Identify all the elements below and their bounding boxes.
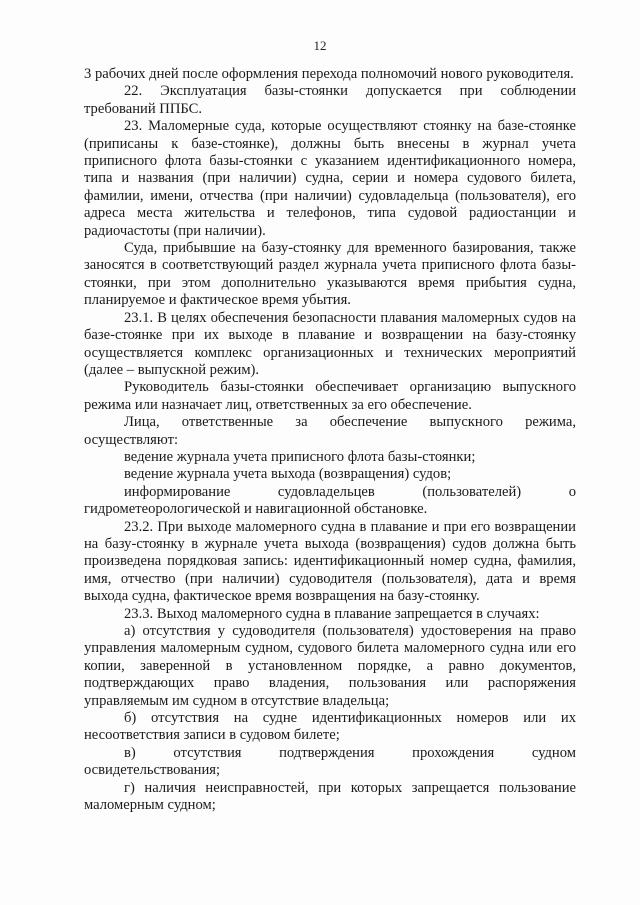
list-item-g: г) наличия неисправностей, при которых запрещается пользование маломерным судном; — [84, 779, 576, 814]
list-item-informing: информирование судовладельцев (пользователей) о гидрометеорологической и навигационной обстановке. — [84, 483, 576, 518]
paragraph-22: 22. Эксплуатация базы-стоянки допускается при соблюдении требований ППБС. — [84, 83, 576, 117]
paragraph-23-3: 23.3. Выход маломерного судна в плавание запрещается в случаях: — [124, 605, 540, 622]
paragraph-23-2: 23.2. При выходе маломерного судна в плавание и при его возвращении на базу-стоянку в журнале учета выхода (возвращения) судов должна быть произведена порядковая запись: идентификационный номер судна, фамилия, имя, отчество (при наличии) судоводителя (пользователя), дата и время выхода судна, фактическое время возвращения на базу-стоянку. — [84, 518, 576, 605]
paragraph-23: 23. Маломерные суда, которые осуществляют стоянку на базе-стоянке (приписаны к базе-стоянке), должны быть внесены в журнал учета приписного флота базы-стоянки с указанием идентификационного номера, типа и названия (при наличии) судна, серии и номера судового билета, фамилии, имени, отчества (при наличии) судовладельца (пользователя), его адреса места жительства и телефонов, типа судовой радиостанции и радиочастоты (при наличии). — [84, 118, 576, 239]
list-item-a: а) отсутствия у судоводителя (пользователя) удостоверения на право управления маломерным судном, судового билета маломерного судна или его копии, заверенной в установленном порядке, а равно документов, подтверждающих право владения, пользования или распоряжения управляемым им судном в отсутствие владельца; — [84, 623, 576, 709]
list-item-v: в) отсутствия подтверждения прохождения судном освидетельствования; — [84, 744, 576, 779]
paragraph-temporary-vessels: Суда, прибывшие на базу-стоянку для временного базирования, также заносятся в соответствующий раздел журнала учета приписного флота базы-стоянки, при этом дополнительно указываются время прибытия судна, планируемое и фактическое время убытия. — [84, 240, 576, 309]
paragraph-manager-duty: Руководитель базы-стоянки обеспечивает организацию выпускного режима или назначает лиц, ответственных за его обеспечение. — [84, 379, 576, 413]
paragraph-responsible-persons: Лица, ответственные за обеспечение выпускного режима, осуществляют: — [84, 414, 576, 448]
page-number: 12 — [313, 38, 327, 53]
list-item-fleet-journal: ведение журнала учета приписного флота базы-стоянки; — [124, 448, 476, 465]
list-item-exit-journal: ведение журнала учета выхода (возвращения) судов; — [124, 466, 452, 483]
paragraph-continuation: 3 рабочих дней после оформления перехода полномочий нового руководителя. — [84, 66, 574, 82]
document-body — [84, 66, 576, 814]
paragraph-23-1: 23.1. В целях обеспечения безопасности плавания маломерных судов на базе-стоянке при их выходе в плавание и возвращении на базу-стоянку осуществляется комплекс организационных и технических мероприятий (далее – выпускной режим). — [84, 309, 576, 378]
list-item-b: б) отсутствия на судне идентификационных номеров или их несоответствия записи в судовом билете; — [84, 710, 576, 744]
